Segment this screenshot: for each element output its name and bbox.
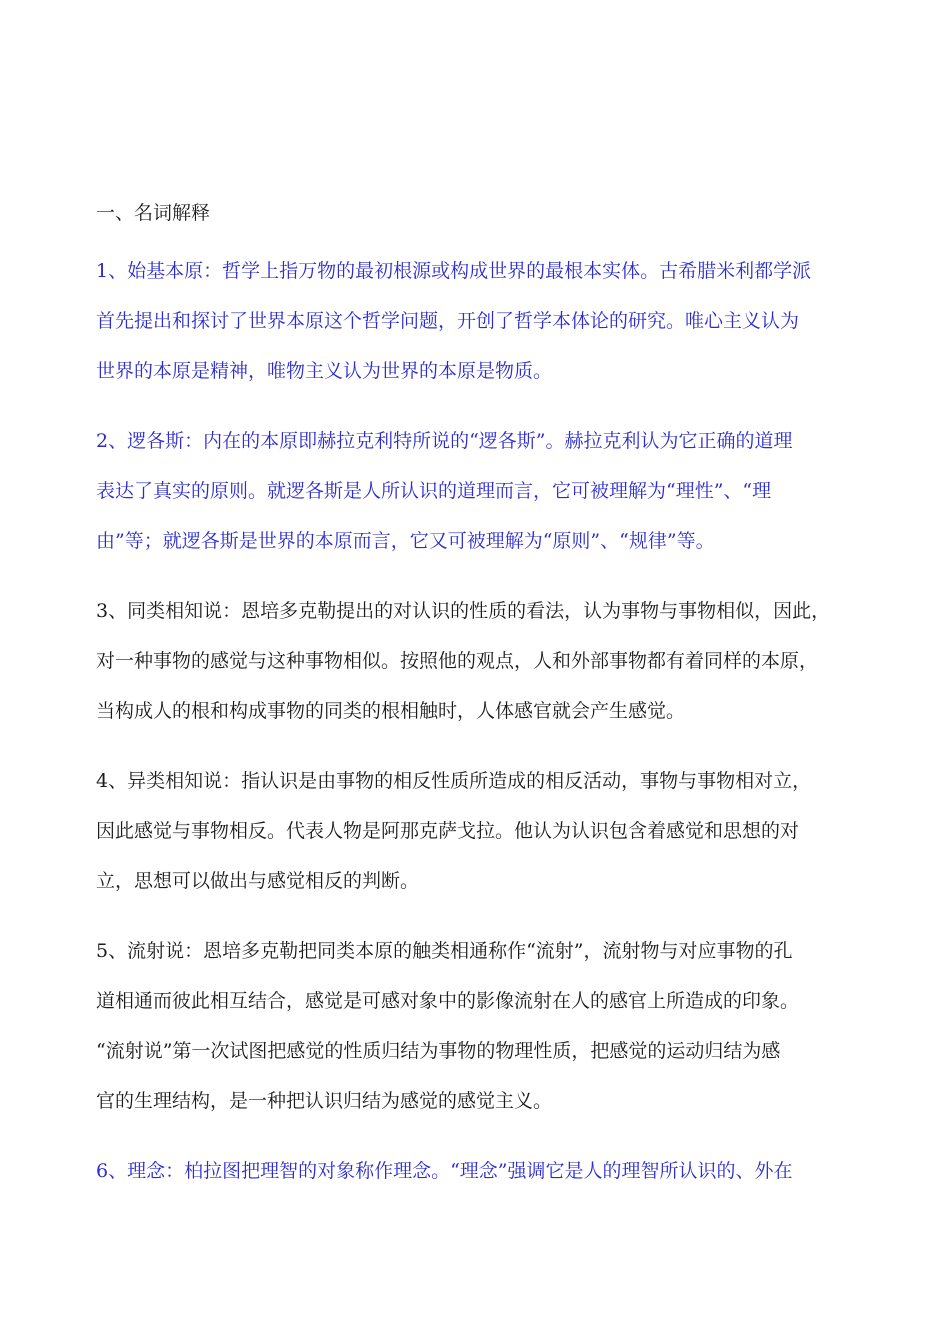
section-heading: 一、名词解释	[96, 202, 211, 224]
entry-line: 1、始基本原：哲学上指万物的最初根源或构成世界的最根本实体。古希腊米利都学派	[96, 260, 812, 282]
entry-line: 6、理念：柏拉图把理智的对象称作理念。“理念”强调它是人的理智所认识的、外在	[96, 1160, 793, 1182]
entry-line: 由”等；就逻各斯是世界的本原而言，它又可被理解为“原则”、“规律”等。	[96, 530, 715, 552]
entry-line: 5、流射说：恩培多克勒把同类本原的触类相通称作“流射”，流射物与对应事物的孔	[96, 940, 793, 962]
entry-3	[96, 594, 856, 728]
entry-1	[96, 254, 856, 388]
entry-line: 首先提出和探讨了世界本原这个哲学问题，开创了哲学本体论的研究。唯心主义认为	[96, 310, 800, 332]
entry-line: 世界的本原是精神，唯物主义认为世界的本原是物质。	[96, 360, 553, 382]
entry-line: “流射说”第一次试图把感觉的性质归结为事物的物理性质，把感觉的运动归结为感	[96, 1040, 781, 1062]
entry-4	[96, 764, 856, 898]
entry-line: 3、同类相知说：恩培多克勒提出的对认识的性质的看法，认为事物与事物相似，因此，	[96, 600, 831, 622]
entry-line: 当构成人的根和构成事物的同类的根相触时，人体感官就会产生感觉。	[96, 700, 686, 722]
entry-line: 表达了真实的原则。就逻各斯是人所认识的道理而言，它可被理解为“理性”、“理	[96, 480, 772, 502]
entry-line: 道相通而彼此相互结合，感觉是可感对象中的影像流射在人的感官上所造成的印象。	[96, 990, 800, 1012]
entry-line: 立，思想可以做出与感觉相反的判断。	[96, 870, 420, 892]
entry-line: 2、逻各斯：内在的本原即赫拉克利特所说的“逻各斯”。赫拉克利认为它正确的道理	[96, 430, 793, 452]
entry-6	[96, 1154, 856, 1188]
document-body	[96, 196, 856, 1224]
entry-line: 4、异类相知说：指认识是由事物的相反性质所造成的相反活动，事物与事物相对立，	[96, 770, 812, 792]
entry-line: 官的生理结构，是一种把认识归结为感觉的感觉主义。	[96, 1090, 553, 1112]
entry-line: 对一种事物的感觉与这种事物相似。按照他的观点，人和外部事物都有着同样的本原，	[96, 650, 819, 672]
entry-line: 因此感觉与事物相反。代表人物是阿那克萨戈拉。他认为认识包含着感觉和思想的对	[96, 820, 800, 842]
entry-5	[96, 934, 856, 1118]
entry-2	[96, 424, 856, 558]
